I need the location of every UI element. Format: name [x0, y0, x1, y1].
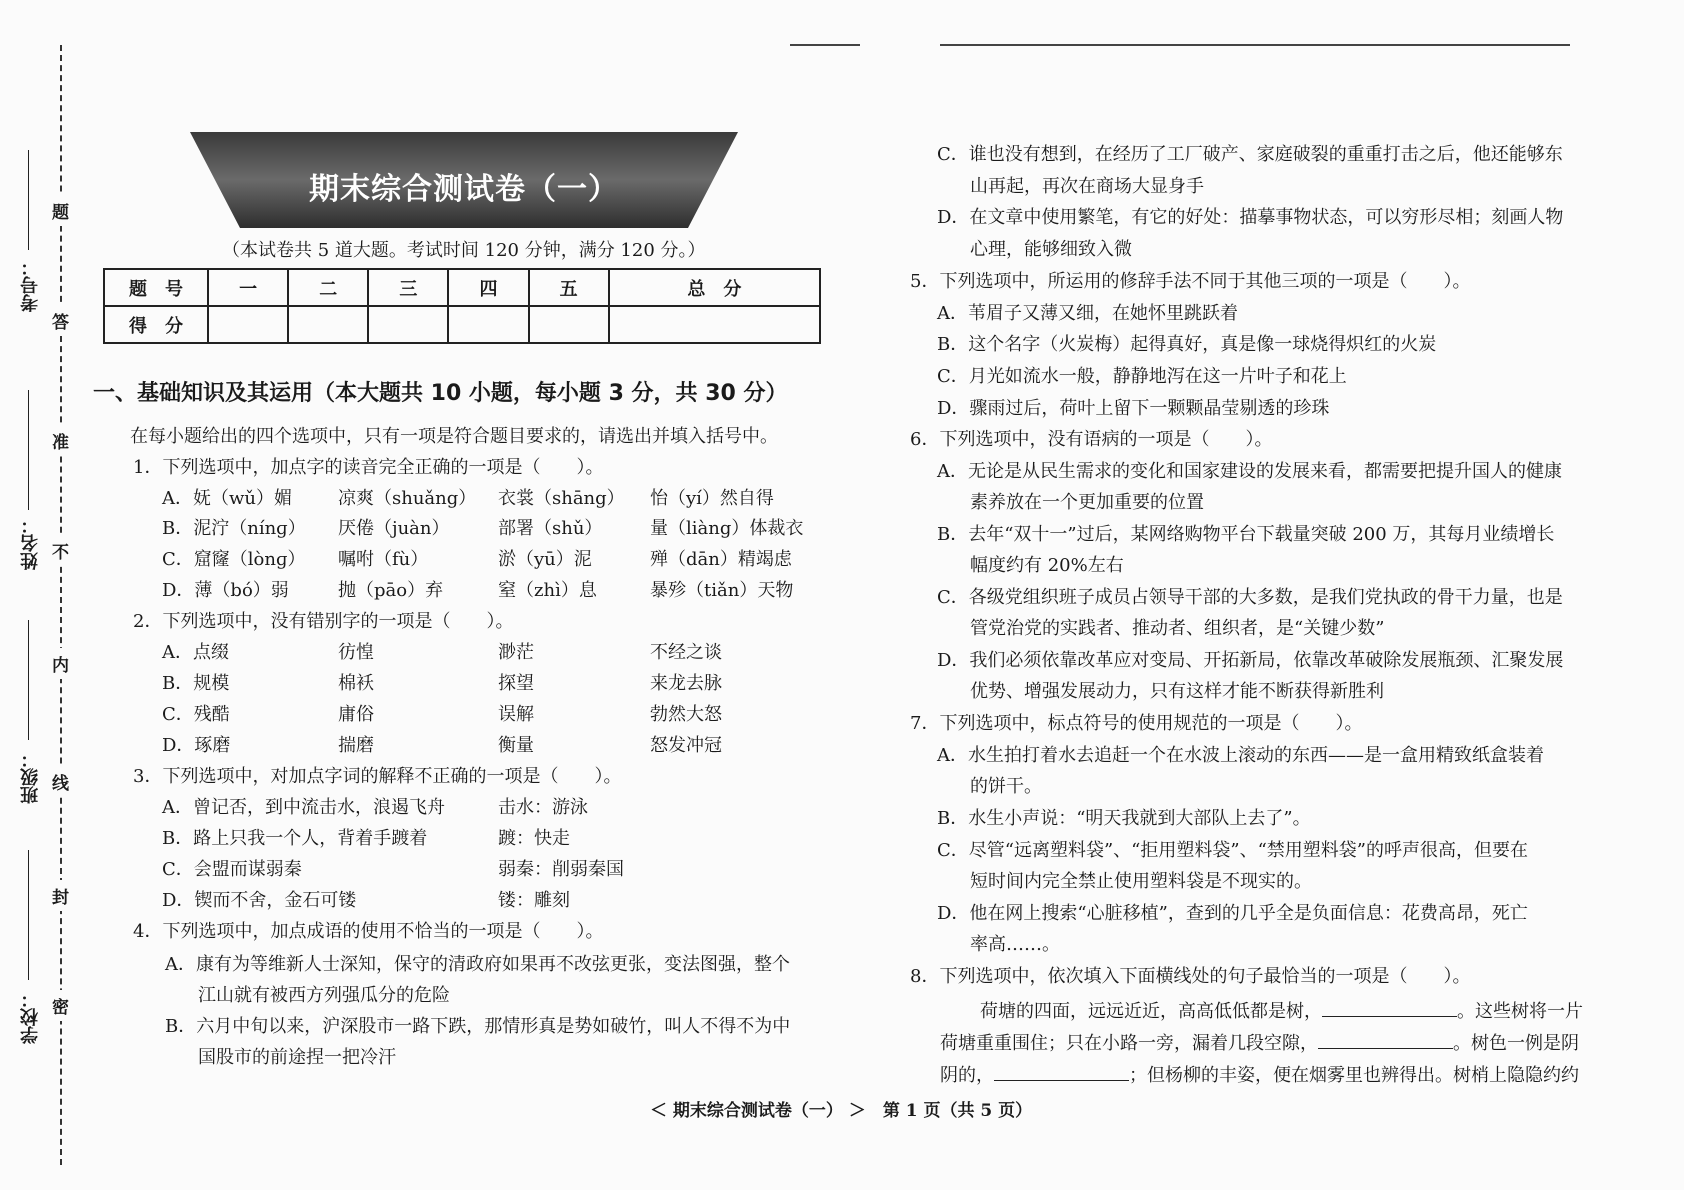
option-d-cont: 率高……。: [970, 934, 1060, 955]
option-word: 误解: [498, 704, 534, 725]
section-instruction: 在每小题给出的四个选项中，只有一项是符合题目要求的，请选出并填入括号中。: [130, 426, 778, 447]
table-cell: 得 分: [104, 306, 208, 343]
seal-char: 不: [52, 535, 69, 566]
binding-margin: [0, 0, 80, 1190]
question-stem: 8．下列选项中，依次填入下面横线处的句子最恰当的一项是（ ）。: [910, 966, 1471, 987]
option-word: 衣裳（shāng）: [498, 488, 625, 509]
option-word: 棉袄: [338, 673, 374, 694]
option-word: 不经之谈: [650, 642, 722, 663]
table-cell: 四: [448, 269, 528, 306]
score-input-cell[interactable]: [529, 306, 609, 343]
option-b: B．泥泞（nínɡ）: [162, 518, 306, 539]
option-gloss: 弱秦：削弱秦国: [498, 859, 624, 880]
option-d-cont: 优势、增强发展动力，只有这样才能不断获得新胜利: [970, 681, 1384, 702]
fill-blank[interactable]: [1318, 1030, 1453, 1049]
table-cell: 三: [368, 269, 448, 306]
option-c: C．会盟而谋弱秦: [162, 859, 302, 880]
option-a: A．曾记否，到中流击水，浪遏飞舟: [162, 797, 445, 818]
option-a-cont: 的饼干。: [970, 776, 1042, 797]
table-row: [104, 306, 820, 343]
passage-text: 。树色一例是阴: [1453, 1033, 1579, 1054]
option-b: B．规模: [162, 673, 230, 694]
option-d: D．薄（bó）弱: [162, 580, 289, 601]
option-word: 怡（yí）然自得: [650, 488, 774, 509]
passage-text: ；但杨柳的丰姿，便在烟雾里也辨得出。树梢上隐隐约约: [1129, 1065, 1579, 1086]
option-c: C．月光如流水一般，静静地泻在这一片叶子和花上: [937, 366, 1347, 387]
option-word: 庸俗: [338, 704, 374, 725]
question-stem: 3．下列选项中，对加点字词的解释不正确的一项是（ ）。: [133, 766, 622, 787]
question-stem: 5．下列选项中，所运用的修辞手法不同于其他三项的一项是（ ）。: [910, 271, 1471, 292]
option-a: A．妩（wǔ）媚: [162, 488, 292, 509]
exam-number-line: [28, 150, 29, 250]
table-cell: 五: [529, 269, 609, 306]
score-input-cell[interactable]: [609, 306, 820, 343]
option-word: 厌倦（juàn）: [338, 518, 450, 539]
option-word: 渺茫: [498, 642, 534, 663]
option-a: A．康有为等维新人士深知，保守的清政府如果再不改弦更张，变法图强，整个: [165, 954, 790, 975]
option-c: C．尽管“远离塑料袋”、“拒用塑料袋”、“禁用塑料袋”的呼声很高，但要在: [937, 840, 1528, 861]
option-word: 殚（dān）精竭虑: [650, 549, 792, 570]
option-c-cont: 山再起，再次在商场大显身手: [970, 176, 1204, 197]
option-gloss: 踱：快走: [498, 828, 570, 849]
option-word: 嘱咐（fù）: [338, 549, 429, 570]
score-input-cell[interactable]: [288, 306, 368, 343]
passage-text: 荷塘的四面，远远近近，高高低低都是树，: [980, 1001, 1322, 1022]
seal-char: 线: [52, 766, 69, 797]
title-banner: [190, 132, 738, 228]
option-gloss: 击水：游泳: [498, 797, 588, 818]
option-word: 淤（yū）泥: [498, 549, 592, 570]
table-row: [104, 269, 820, 306]
fill-blank[interactable]: [1322, 998, 1457, 1017]
option-gloss: 镂：雕刻: [498, 890, 570, 911]
option-c: C．各级党组织班子成员占领导干部的大多数，是我们党执政的骨干力量，也是: [937, 587, 1563, 608]
name-line: [28, 390, 29, 510]
section-heading: 一、基础知识及其运用（本大题共 10 小题，每小题 3 分，共 30 分）: [93, 381, 788, 406]
option-b: B．这个名字（火炭梅）起得真好，真是像一球烧得炽红的火炭: [937, 334, 1437, 355]
name-label: 姓名：: [20, 516, 41, 570]
seal-char: 封: [52, 880, 69, 911]
option-b-cont: 国股市的前途捏一把冷汗: [198, 1047, 396, 1068]
passage-text: 。这些树将一片: [1457, 1001, 1583, 1022]
option-c: C．窟窿（lònɡ）: [162, 549, 306, 570]
seal-char: 密: [52, 990, 69, 1021]
seal-char: 题: [52, 195, 69, 226]
score-input-cell[interactable]: [448, 306, 528, 343]
option-word: 揣磨: [338, 735, 374, 756]
question-stem: 7．下列选项中，标点符号的使用规范的一项是（ ）。: [910, 713, 1363, 734]
table-cell: 二: [288, 269, 368, 306]
option-a-cont: 素养放在一个更加重要的位置: [970, 492, 1204, 513]
option-b: B．水生小声说：“明天我就到大部队上去了”。: [937, 808, 1311, 829]
option-a: A．点缀: [162, 642, 229, 663]
table-cell: 题 号: [104, 269, 208, 306]
option-a: A．无论是从民生需求的变化和国家建设的发展来看，都需要把提升国人的健康: [937, 461, 1562, 482]
passage-line: [980, 998, 1583, 1023]
question-stem: 6．下列选项中，没有语病的一项是（ ）。: [910, 429, 1273, 450]
option-b: B．六月中旬以来，沪深股市一路下跌，那情形真是势如破竹，叫人不得不为中: [165, 1016, 791, 1037]
option-d: D．骤雨过后，荷叶上留下一颗颗晶莹剔透的珍珠: [937, 398, 1330, 419]
option-b-cont: 幅度约有 20%左右: [970, 555, 1124, 576]
option-c: C．谁也没有想到，在经历了工厂破产、家庭破裂的重重打击之后，他还能够东: [937, 144, 1563, 165]
option-a: A．水生拍打着水去追赶一个在水波上滚动的东西——是一盒用精致纸盒装着: [937, 745, 1544, 766]
passage-line: [940, 1030, 1579, 1055]
score-input-cell[interactable]: [368, 306, 448, 343]
question-stem: 2．下列选项中，没有错别字的一项是（ ）。: [133, 611, 514, 632]
score-input-cell[interactable]: [208, 306, 288, 343]
class-line: [28, 620, 29, 740]
option-word: 抛（pāo）弃: [338, 580, 444, 601]
page-footer: ＜ 期末综合测试卷（一） ＞ 第 1 页（共 5 页）: [650, 1101, 1033, 1121]
exam-title: 期末综合测试卷（一）: [309, 172, 619, 207]
passage-text: 阴的，: [940, 1065, 994, 1086]
option-word: 量（liàng）体裁衣: [650, 518, 804, 539]
option-word: 窒（zhì）息: [498, 580, 597, 601]
option-c-cont: 短时间内完全禁止使用塑料袋是不现实的。: [970, 871, 1312, 892]
score-table: [103, 268, 821, 344]
table-cell: 总 分: [609, 269, 820, 306]
table-cell: 一: [208, 269, 288, 306]
option-word: 暴殄（tiǎn）天物: [650, 580, 794, 601]
option-d: D．他在网上搜索“心脏移植”，查到的几乎全是负面信息：花费高昂，死亡: [937, 903, 1528, 924]
option-word: 怒发冲冠: [650, 735, 722, 756]
option-d: D．锲而不舍，金石可镂: [162, 890, 357, 911]
top-rule: [940, 44, 1570, 46]
option-d: D．琢磨: [162, 735, 231, 756]
option-a: A．苇眉子又薄又细，在她怀里跳跃着: [937, 303, 1238, 324]
option-word: 勃然大怒: [650, 704, 722, 725]
option-word: 部署（shǔ）: [498, 518, 603, 539]
option-a-cont: 江山就有被西方列强瓜分的危险: [198, 985, 450, 1006]
exam-subtitle: （本试卷共 5 道大题。考试时间 120 分钟，满分 120 分。）: [222, 240, 706, 261]
fill-blank[interactable]: [994, 1062, 1129, 1081]
passage-text: 荷塘重重围住；只在小路一旁，漏着几段空隙，: [940, 1033, 1318, 1054]
option-b: B．路上只我一个人，背着手踱着: [162, 828, 428, 849]
passage-line: [940, 1062, 1579, 1087]
school-line: [28, 850, 29, 980]
option-d: D．在文章中使用繁笔，有它的好处：描摹事物状态，可以穷形尽相；刻画人物: [937, 207, 1564, 228]
seal-char: 内: [52, 648, 69, 679]
option-word: 凉爽（shuǎng）: [338, 488, 477, 509]
option-d: D．我们必须依靠改革应对变局、开拓新局，依靠改革破除发展瓶颈、汇聚发展: [937, 650, 1564, 671]
question-stem: 1．下列选项中，加点字的读音完全正确的一项是（ ）。: [133, 457, 604, 478]
option-c-cont: 管党治党的实践者、推动者、组织者，是“关键少数”: [970, 618, 1385, 639]
seal-char: 准: [52, 425, 69, 456]
option-c: C．残酷: [162, 704, 230, 725]
top-rule: [790, 44, 860, 46]
option-word: 探望: [498, 673, 534, 694]
option-d-cont: 心理，能够细致入微: [970, 239, 1132, 260]
option-word: 来龙去脉: [650, 673, 722, 694]
option-word: 彷惶: [338, 642, 374, 663]
option-b: B．去年“双十一”过后，某网络购物平台下载量突破 200 万，其每月业绩增长: [937, 524, 1555, 545]
exam-number-label: 考号：: [20, 258, 41, 312]
question-stem: 4．下列选项中，加点成语的使用不恰当的一项是（ ）。: [133, 921, 604, 942]
class-label: 班级：: [20, 750, 41, 804]
school-label: 学校：: [20, 990, 41, 1044]
seal-char: 答: [52, 305, 69, 336]
option-word: 衡量: [498, 735, 534, 756]
